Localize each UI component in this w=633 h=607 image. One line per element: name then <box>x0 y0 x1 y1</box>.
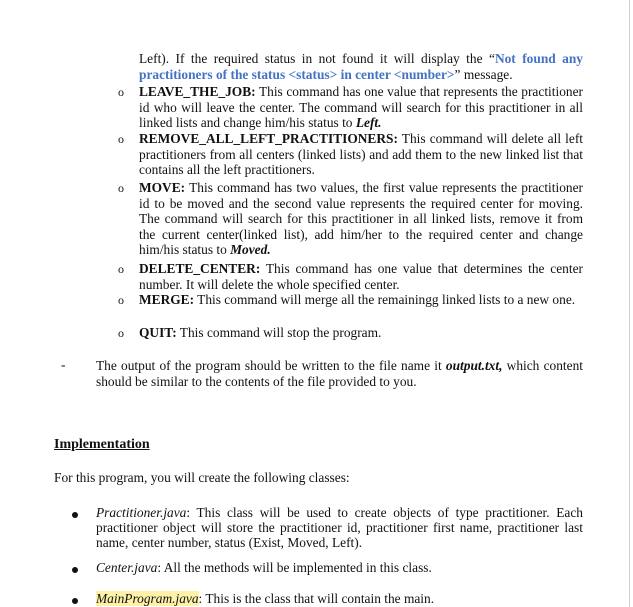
not-found-message: Not found any practitioners of the status <status> in center <number> <box>139 51 583 83</box>
output-prefix: The output of the program should be written to the file name it <box>96 358 446 373</box>
implementation-intro: For this program, you will create the following classes: <box>54 470 350 485</box>
command-item-delete-center <box>139 261 583 292</box>
command-name: QUIT: <box>139 325 177 340</box>
command-text: This command will merge all the remainingg linked lists to a new one. <box>194 292 576 307</box>
intro-suffix: ” message. <box>454 67 513 83</box>
command-text: This command will stop the program. <box>176 325 382 340</box>
class-item-center <box>96 560 583 576</box>
intro-prefix: Left). If the required status in not found it will display the “ <box>139 51 495 66</box>
class-description: : All the methods will be implemented in this class. <box>157 560 432 575</box>
command-text: This command has one value that determines the center number. It will delete the whole specified center. <box>139 261 583 292</box>
bullet-circle-icon: o <box>118 293 124 307</box>
command-item-move <box>139 180 583 258</box>
command-text: This command has one value that represents the practitioner id who will leave the center. The command will search for this practitioner in all linked lists and change him/his status to <box>139 84 583 131</box>
command-name: DELETE_CENTER: <box>139 261 261 276</box>
page-edge-divider <box>629 0 630 607</box>
class-description: : This is the class that will contain the main. <box>198 591 435 606</box>
output-note-paragraph <box>96 358 583 390</box>
command-name: MERGE: <box>139 292 195 307</box>
class-item-mainprogram <box>96 591 583 607</box>
command-name: MOVE: <box>139 180 186 195</box>
bullet-circle-icon: o <box>118 181 124 195</box>
command-item-merge <box>139 292 583 308</box>
command-text: This command will delete all left practitioners from all centers (linked lists) and add them to the new linked list that contains all the left practitioners. <box>139 131 583 178</box>
command-item-leave-the-job <box>139 84 583 131</box>
implementation-heading: Implementation <box>54 437 150 452</box>
command-name: REMOVE_ALL_LEFT_PRACTITIONERS: <box>139 131 398 146</box>
bullet-dot-icon <box>72 598 78 604</box>
class-file-name: Center.java <box>96 560 158 575</box>
output-suffix: which content should be similar to the contents of the file provided to you. <box>96 358 583 390</box>
bullet-circle-icon: o <box>118 326 124 340</box>
command-item-quit <box>139 325 583 341</box>
bullet-circle-icon: o <box>118 132 124 146</box>
command-emphasis: Moved. <box>230 242 271 258</box>
command-emphasis: Left. <box>355 115 382 131</box>
command-item-remove-all-left <box>139 131 583 178</box>
class-file-name: MainProgram.java <box>96 591 199 606</box>
bullet-circle-icon: o <box>118 85 124 99</box>
class-description: : This class will be used to create objects of type practitioner. Each practitioner object will store the practitioner id, practitioner first name, practitioner last name, center number, status (Exist, Moved, Left). <box>96 505 583 550</box>
command-text: This command has two values, the first value represents the practitioner id to be moved and the second value represents the required center for moving. The command will search for this practitioner in all linked lists, remove it from the current center(linked list), add him/her to the required center and change him/his status to <box>139 180 583 258</box>
bullet-dot-icon <box>72 567 78 573</box>
command-name: LEAVE_THE_JOB: <box>139 84 256 99</box>
bullet-circle-icon: o <box>118 262 124 276</box>
dash-bullet-icon: - <box>61 357 66 372</box>
class-item-practitioner <box>96 505 583 550</box>
output-filename: output.txt, <box>445 358 503 373</box>
bullet-dot-icon <box>72 512 78 518</box>
status-not-found-paragraph <box>139 51 583 83</box>
class-file-name: Practitioner.java <box>96 505 187 520</box>
